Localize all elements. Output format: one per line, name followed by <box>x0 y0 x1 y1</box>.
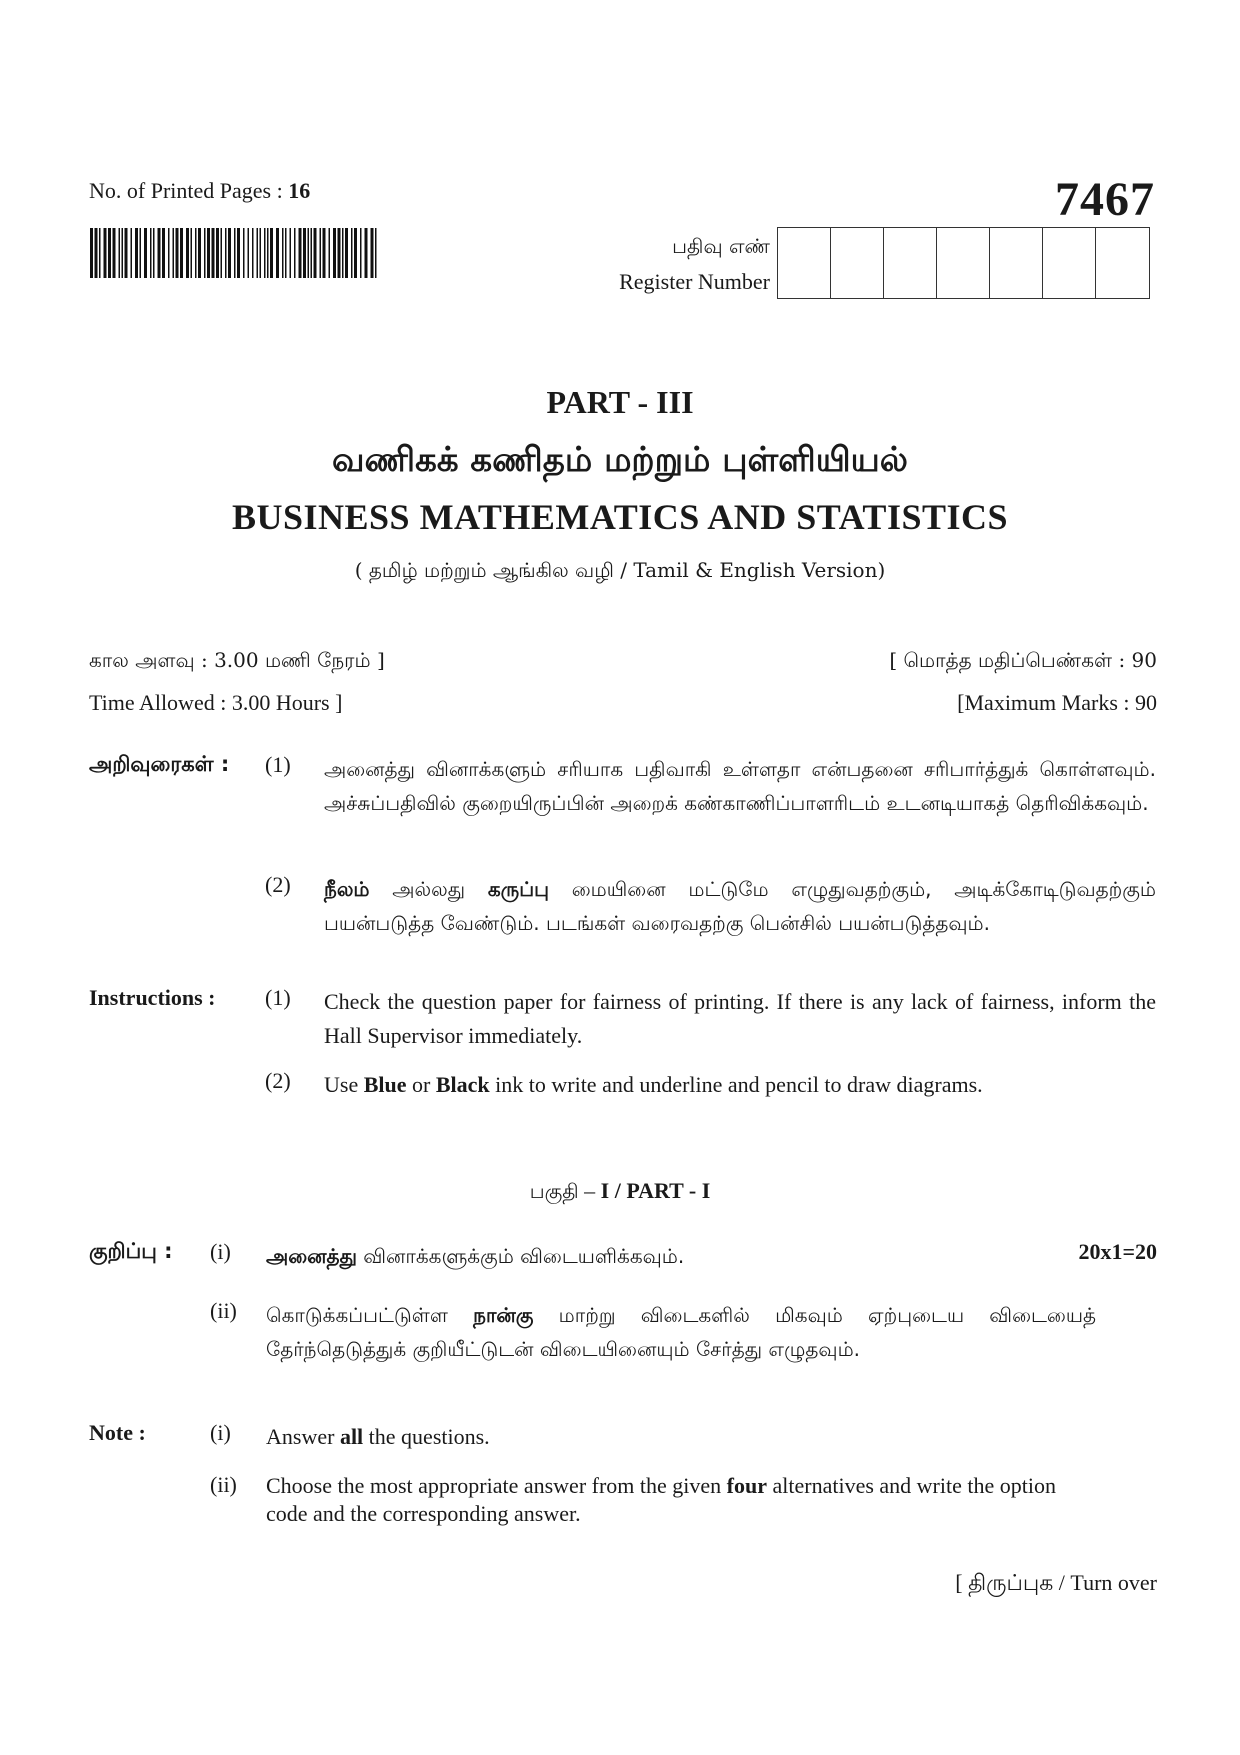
instruction-number: (2) <box>265 1068 291 1093</box>
text-span: கொடுக்கப்பட்டுள்ள <box>266 1303 474 1327</box>
section-heading-tamil: பகுதி <box>529 1179 579 1203</box>
max-marks-english: [Maximum Marks : 90 <box>957 690 1157 715</box>
instruction-item-tamil-2 <box>324 872 1156 940</box>
time-marks-row-tamil <box>89 648 1157 675</box>
register-digit-box[interactable] <box>884 228 937 298</box>
paper-code: 7467 <box>1055 173 1155 226</box>
register-digit-box[interactable] <box>778 228 831 298</box>
instruction-number: (1) <box>265 752 291 777</box>
bold-black: Black <box>435 1072 490 1097</box>
section-heading <box>0 1178 1240 1206</box>
text-span: or <box>406 1072 436 1097</box>
register-label-tamil: பதிவு எண் <box>672 234 770 258</box>
time-allowed-tamil: கால அளவு : 3.00 மணி நேரம் ] <box>89 648 385 672</box>
instruction-number: (1) <box>265 985 291 1010</box>
note-item-tamil-2 <box>266 1298 1096 1366</box>
bold-all: all <box>339 1424 364 1449</box>
register-digit-box[interactable] <box>831 228 884 298</box>
text-span: Answer <box>266 1424 340 1449</box>
register-label-english: Register Number <box>619 269 770 294</box>
time-allowed-english: Time Allowed : 3.00 Hours ] <box>89 690 343 715</box>
instruction-item-english-2 <box>324 1068 1156 1102</box>
text-span: மையினை மட்டுமே எழுதுவதற்கும், அடிக்கோடிடுவதற்கும் பயன்படுத்த வேண்டும். படங்கள் வரைவதற்கு பென்சில் பயன்படுத்தவும். <box>324 877 1156 935</box>
note-number: (i) <box>210 1239 231 1264</box>
register-digit-box[interactable] <box>1096 228 1149 298</box>
instructions-label-tamil: அறிவுரைகள் : <box>89 752 230 776</box>
section-heading-english: I / PART - I <box>600 1178 711 1203</box>
section-heading-separator: – <box>578 1178 601 1203</box>
register-digit-box[interactable] <box>937 228 990 298</box>
bold-all-tamil: அனைத்து <box>266 1244 357 1268</box>
text-span: Use <box>324 1072 364 1097</box>
subject-title-english: BUSINESS MATHEMATICS AND STATISTICS <box>231 497 1009 537</box>
note-number: (ii) <box>210 1472 237 1497</box>
bold-black-tamil: கருப்பு <box>487 877 549 901</box>
register-number-boxes[interactable] <box>777 227 1150 299</box>
max-marks-tamil: [ மொத்த மதிப்பெண்கள் : 90 <box>889 648 1157 672</box>
register-digit-box[interactable] <box>1043 228 1096 298</box>
turn-over-note: [ திருப்புக / Turn over <box>955 1570 1157 1595</box>
text-span: alternatives and write the option code and the corresponding answer. <box>266 1473 1056 1526</box>
text-span: அல்லது <box>369 877 488 901</box>
printed-pages-label: No. of Printed Pages : <box>89 178 283 203</box>
bold-blue: Blue <box>363 1072 407 1097</box>
text-span: Choose the most appropriate answer from the given <box>266 1473 727 1498</box>
bold-four: four <box>726 1473 767 1498</box>
printed-pages <box>89 178 310 204</box>
instruction-item-tamil-1: அனைத்து வினாக்களும் சரியாக பதிவாகி உள்ளதா என்பதனை சரிபார்த்துக் கொள்ளவும். அச்சுப்பதிவில் குறையிருப்பின் அறைக் கண்காணிப்பாளரிடம் உடனடியாகத் தெரிவிக்கவும். <box>324 757 1156 815</box>
register-number-labels <box>560 228 770 300</box>
barcode-image <box>90 228 377 278</box>
instruction-number: (2) <box>265 872 291 897</box>
marks-distribution: 20x1=20 <box>1078 1239 1157 1264</box>
bold-four-tamil: நான்கு <box>473 1303 534 1327</box>
version-line: ( தமிழ் மற்றும் ஆங்கில வழி / Tamil & English Version) <box>354 558 886 582</box>
time-marks-row-english <box>89 690 1157 716</box>
register-digit-box[interactable] <box>990 228 1043 298</box>
printed-pages-value: 16 <box>288 178 311 203</box>
text-span: வினாக்களுக்கும் விடையளிக்கவும். <box>356 1244 685 1268</box>
note-label-english: Note : <box>89 1420 146 1445</box>
bold-blue-tamil: நீலம் <box>324 877 370 901</box>
note-number: (ii) <box>210 1298 237 1323</box>
part-title: PART - III <box>546 384 694 420</box>
text-span: மாற்று விடைகளில் மிகவும் ஏற்புடைய விடையைத் தேர்ந்தெடுத்துக் குறியீட்டுடன் விடையினையும் சேர்த்து எழுதவும். <box>266 1303 1097 1361</box>
note-label-tamil: குறிப்பு : <box>89 1239 173 1263</box>
note-item-english-2 <box>266 1472 1096 1528</box>
instructions-label-english: Instructions : <box>89 985 216 1010</box>
note-item-tamil-1 <box>266 1239 966 1273</box>
note-item-english-1 <box>266 1420 1096 1454</box>
instruction-item-english-1: Check the question paper for fairness of printing. If there is any lack of fairness, inform the Hall Supervisor immediately. <box>324 989 1156 1048</box>
subject-title-tamil: வணிகக் கணிதம் மற்றும் புள்ளியியல் <box>331 440 909 480</box>
note-number: (i) <box>210 1420 231 1445</box>
text-span: ink to write and underline and pencil to draw diagrams. <box>489 1072 983 1097</box>
text-span: the questions. <box>363 1424 490 1449</box>
